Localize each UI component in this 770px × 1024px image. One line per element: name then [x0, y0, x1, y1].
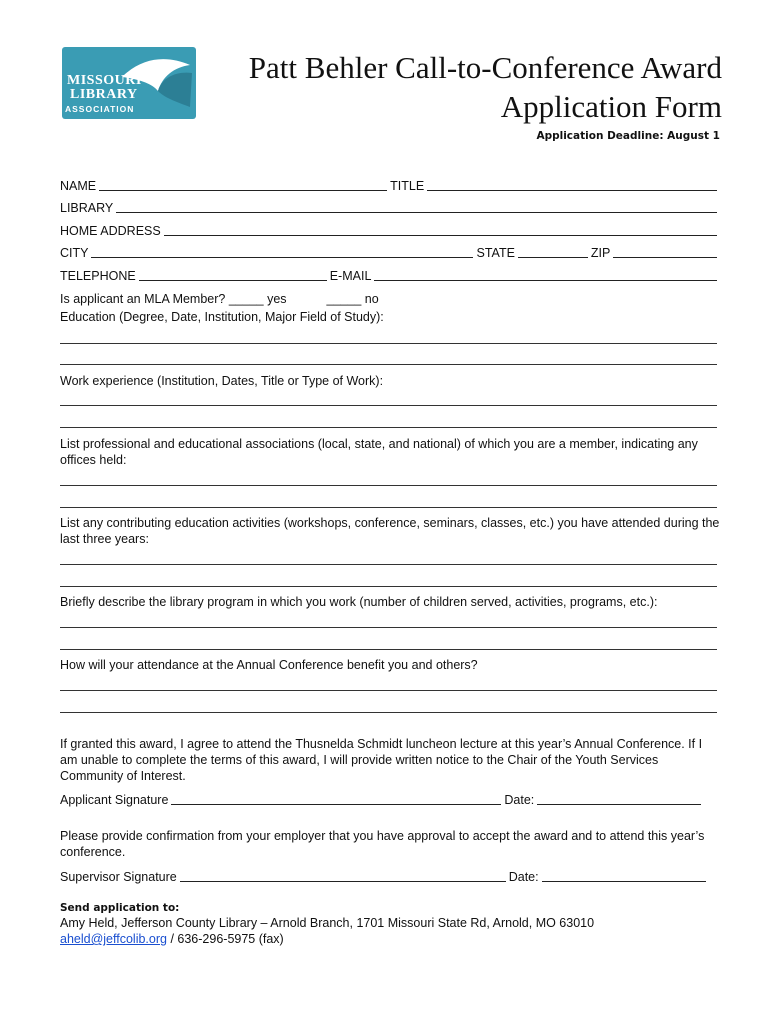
home-address-label: HOME ADDRESS — [60, 224, 161, 238]
applicant-signature-label: Applicant Signature — [60, 793, 169, 807]
form-title: Patt Behler Call-to-Conference Award — [248, 50, 722, 85]
telephone-email-row — [60, 265, 720, 283]
benefit-line-2[interactable] — [60, 712, 717, 713]
applicant-signature-field[interactable] — [171, 792, 501, 805]
activities-line-1[interactable] — [60, 564, 717, 565]
activities-line-2[interactable] — [60, 586, 717, 587]
program-line-1[interactable] — [60, 627, 717, 628]
home-address-field[interactable] — [164, 223, 717, 236]
logo-line3: ASSOCIATION — [65, 104, 135, 114]
library-row — [60, 197, 720, 215]
title-field[interactable] — [427, 178, 717, 191]
mla-no[interactable]: _____ no — [326, 292, 379, 306]
email-field[interactable] — [374, 268, 717, 281]
benefit-line-1[interactable] — [60, 690, 717, 691]
supervisor-signature-field[interactable] — [180, 869, 506, 882]
city-field[interactable] — [91, 245, 473, 258]
associations-line-2[interactable] — [60, 507, 717, 508]
employer-note: Please provide confirmation from your employer that you have approval to accept the award and to attend this year’s conference. — [60, 829, 705, 859]
city-label: CITY — [60, 246, 89, 260]
name-field[interactable] — [99, 178, 387, 191]
zip-label: ZIP — [590, 246, 611, 260]
applicant-date-field[interactable] — [537, 792, 701, 805]
supervisor-signature-label: Supervisor Signature — [60, 870, 177, 884]
email-link[interactable]: aheld@jeffcolib.org — [60, 932, 167, 946]
program-line-2[interactable] — [60, 649, 717, 650]
email-label: E-MAIL — [329, 269, 372, 283]
name-label: NAME — [60, 179, 97, 193]
logo-line2: LIBRARY — [70, 87, 138, 102]
associations-question: List professional and educational associations (local, state, and national) of which you are a member, indicating any offices held: — [60, 437, 698, 467]
library-label: LIBRARY — [60, 201, 114, 215]
applicant-signature-row — [60, 789, 720, 807]
education-line-1[interactable] — [60, 343, 717, 344]
work-line-2[interactable] — [60, 427, 717, 428]
education-line-2[interactable] — [60, 364, 717, 365]
mla-logo — [62, 47, 196, 119]
library-field[interactable] — [116, 200, 717, 213]
program-question: Briefly describe the library program in which you work (number of children served, activities, programs, etc.): — [60, 595, 658, 609]
education-question: Education (Degree, Date, Institution, Major Field of Study): — [60, 310, 384, 324]
send-heading: Send application to: — [60, 902, 180, 914]
supervisor-signature-row — [60, 866, 720, 884]
telephone-field[interactable] — [139, 268, 327, 281]
telephone-label: TELEPHONE — [60, 269, 136, 283]
city-state-zip-row — [60, 242, 720, 260]
name-title-row — [60, 175, 720, 193]
application-deadline: Application Deadline: August 1 — [536, 130, 720, 142]
mla-member-row — [60, 288, 720, 306]
title-label: TITLE — [390, 179, 425, 193]
zip-field[interactable] — [613, 245, 717, 258]
form-subtitle: Application Form — [500, 89, 722, 124]
state-field[interactable] — [518, 245, 588, 258]
work-question: Work experience (Institution, Dates, Title or Type of Work): — [60, 374, 384, 388]
activities-question: List any contributing education activities (workshops, conference, seminars, classes, etc.) you have attended during the last three years: — [60, 516, 720, 546]
supervisor-date-field[interactable] — [542, 869, 706, 882]
logo-line1: MISSOURI — [67, 73, 142, 88]
benefit-question: How will your attendance at the Annual Conference benefit you and others? — [60, 658, 478, 672]
send-address: Amy Held, Jefferson County Library – Arnold Branch, 1701 Missouri State Rd, Arnold, MO 63010 — [60, 916, 595, 930]
state-label: STATE — [476, 246, 515, 260]
applicant-date-label: Date: — [504, 793, 535, 807]
fax-number: / 636-296-5975 (fax) — [166, 932, 284, 946]
associations-line-1[interactable] — [60, 485, 717, 486]
send-contact — [60, 931, 720, 947]
work-line-1[interactable] — [60, 405, 717, 406]
home-address-row — [60, 220, 720, 238]
agreement-text: If granted this award, I agree to attend the Thusnelda Schmidt luncheon lecture at this year’s Annual Conference. If I am unable to complete the terms of this award, I will provide written notice to the Chair of the Youth Services Community of Interest. — [60, 737, 703, 783]
mla-yes[interactable]: Is applicant an MLA Member? _____ yes — [60, 292, 287, 306]
supervisor-date-label: Date: — [508, 870, 539, 884]
